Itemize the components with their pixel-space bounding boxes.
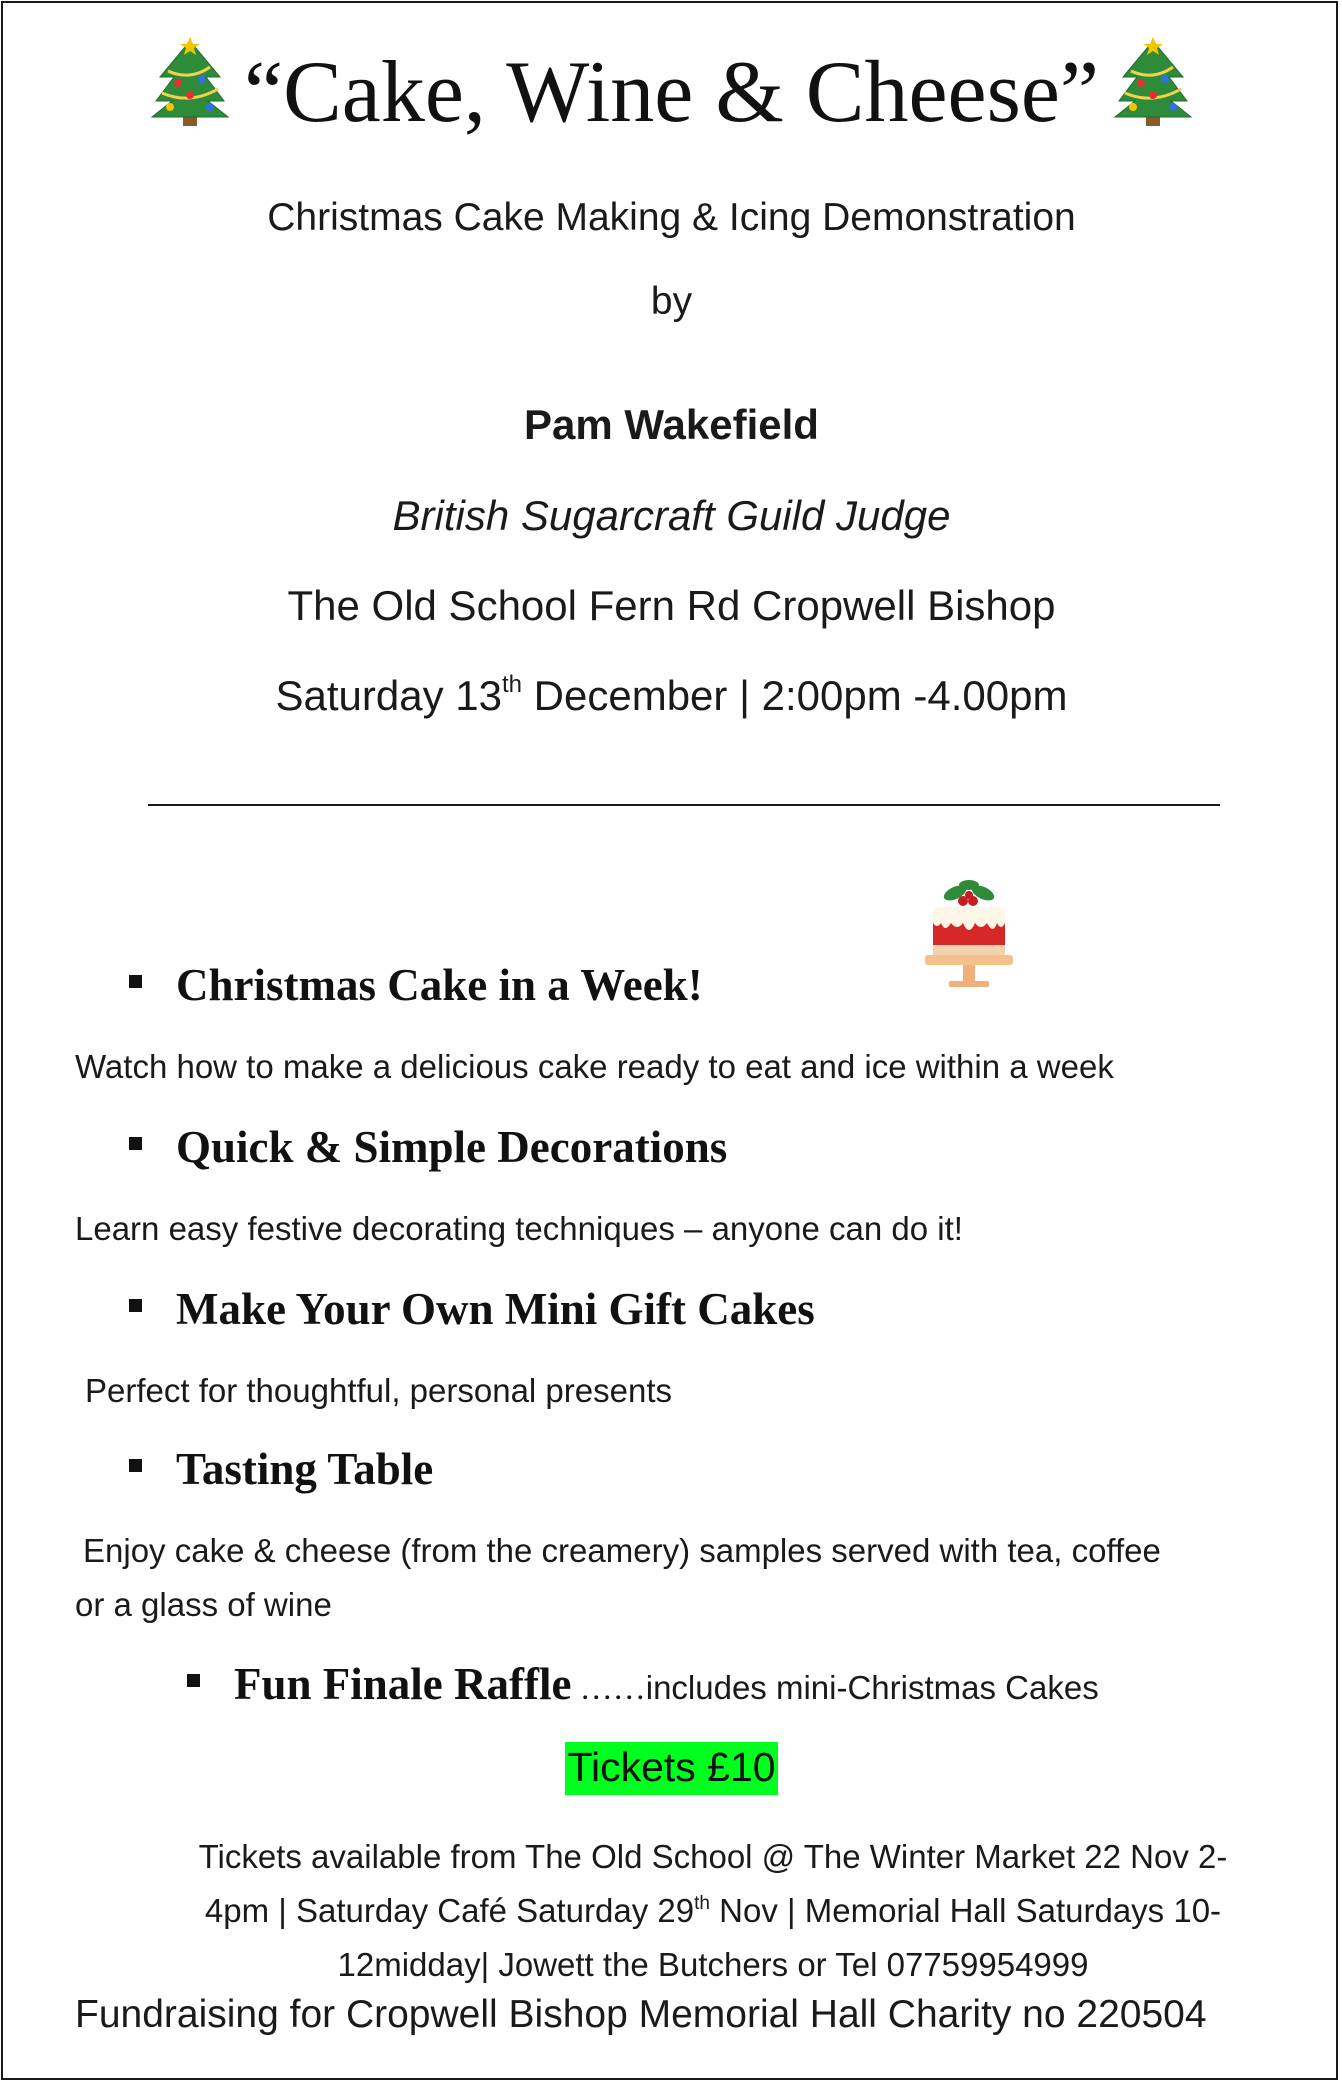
availability-line: 12midday| Jowett the Butchers or Tel 07759954999 (337, 1946, 1089, 1983)
feature-description: or a glass of wine (75, 1586, 332, 1623)
bullet-square (129, 975, 142, 988)
feature-heading (129, 1443, 433, 1495)
event-date (3, 672, 1340, 720)
flyer-page (1, 1, 1338, 2080)
fundraising-note: Fundraising for Cropwell Bishop Memorial Hall Charity no 220504 (75, 1993, 1207, 2036)
availability-line: Tickets available from The Old School @ The Winter Market 22 Nov 2- (198, 1838, 1228, 1875)
feature-heading-text: Quick & Simple Decorations (176, 1122, 728, 1172)
christmas-cake-icon (919, 871, 1019, 991)
raffle-heading: Fun Finale Raffle (234, 1659, 572, 1709)
feature-heading (129, 959, 703, 1011)
feature-heading-text: Tasting Table (176, 1444, 434, 1494)
feature-heading-text: Make Your Own Mini Gift Cakes (176, 1284, 815, 1334)
date-suffix: th (501, 671, 522, 698)
availability-text: Nov | Memorial Hall Saturdays 10- (709, 1892, 1222, 1929)
raffle-note: includes mini-Christmas Cakes (645, 1669, 1099, 1706)
tickets-price: Tickets £10 (565, 1742, 777, 1795)
date-prefix: Saturday 13 (275, 672, 502, 719)
bullet-square (129, 1137, 142, 1150)
divider (148, 804, 1220, 806)
christmas-tree-icon (1113, 37, 1193, 129)
availability-line (148, 1884, 1278, 1938)
feature-description: Enjoy cake & cheese (from the creamery) samples served with tea, coffee (83, 1532, 1161, 1569)
flyer-title: “Cake, Wine & Cheese” (244, 44, 1099, 141)
availability-text: 4pm | Saturday Café Saturday 29 (204, 1892, 695, 1929)
bullet-square (129, 1299, 142, 1312)
date-rest: December | 2:00pm -4.00pm (522, 672, 1068, 719)
availability-sup: th (694, 1893, 710, 1914)
by-line: by (650, 280, 693, 323)
flyer-title-row (3, 37, 1340, 148)
presenter-name: Pam Wakefield (524, 401, 819, 448)
christmas-tree-icon (150, 37, 230, 129)
ticket-availability (148, 1830, 1278, 1992)
feature-heading-text: Christmas Cake in a Week! (176, 960, 703, 1010)
venue: The Old School Fern Rd Cropwell Bishop (287, 582, 1056, 629)
presenter-role: British Sugarcraft Guild Judge (392, 492, 951, 539)
feature-heading (129, 1121, 727, 1173)
feature-heading (129, 1283, 815, 1335)
tickets-row (3, 1742, 1340, 1795)
bullet-square (129, 1459, 142, 1472)
raffle-dots: …… (571, 1671, 646, 1707)
raffle-row (187, 1658, 1099, 1710)
bullet-square (187, 1674, 200, 1687)
feature-description: Watch how to make a delicious cake ready to eat and ice within a week (75, 1048, 1114, 1085)
feature-description: Perfect for thoughtful, personal presents (85, 1372, 673, 1409)
feature-description: Learn easy festive decorating techniques – anyone can do it! (75, 1210, 963, 1247)
subtitle: Christmas Cake Making & Icing Demonstration (267, 196, 1076, 239)
